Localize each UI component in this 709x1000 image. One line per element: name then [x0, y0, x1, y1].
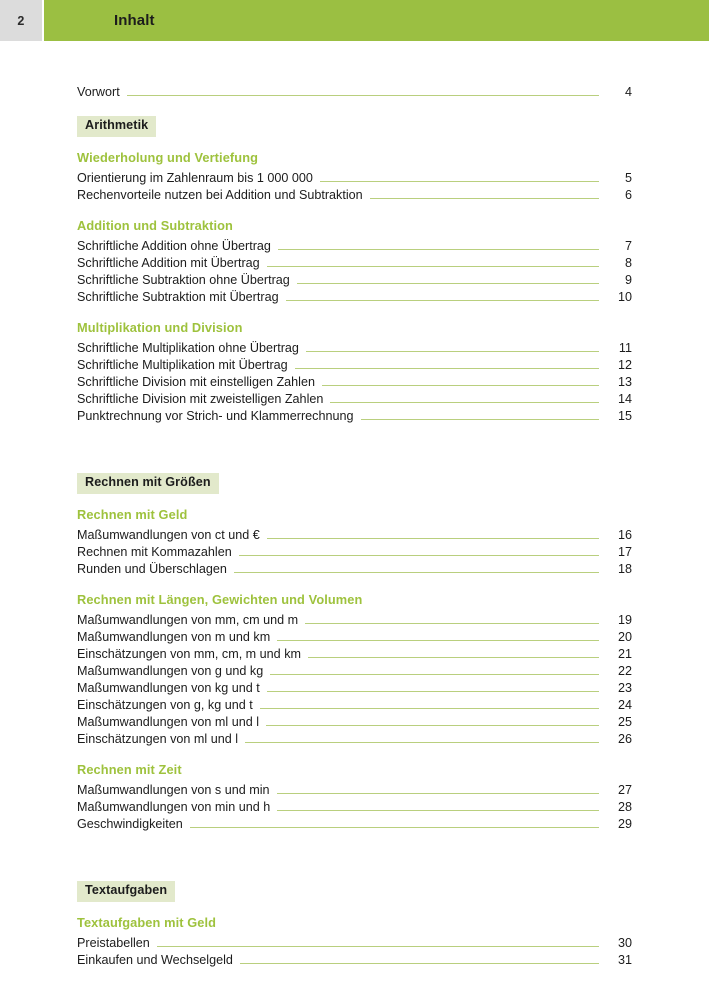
toc-entry-page: 18 — [617, 561, 632, 576]
toc-entry[interactable] — [77, 392, 632, 409]
toc-entry-title: Maßumwandlungen von m und km — [77, 630, 271, 644]
toc-leader-line — [320, 181, 599, 182]
toc-entry[interactable] — [77, 256, 632, 273]
toc-entry[interactable] — [77, 290, 632, 307]
section-chip-wrap — [77, 116, 632, 137]
toc-entry-page: 13 — [617, 375, 632, 390]
toc-leader-line — [370, 198, 599, 199]
folio-box — [0, 0, 42, 41]
toc-entry-title: Maßumwandlungen von s und min — [77, 783, 270, 798]
toc-leader-line — [277, 640, 599, 641]
toc-leader-line — [157, 946, 599, 947]
page-header — [0, 0, 709, 41]
toc-entry[interactable] — [77, 630, 632, 647]
toc-entry-title: Orientierung im Zahlenraum bis 1 000 000 — [77, 170, 313, 185]
toc-entry-page: 6 — [624, 187, 632, 202]
toc-entry-page: 16 — [617, 527, 632, 542]
toc-top-spacer — [77, 41, 632, 85]
toc-entry[interactable] — [77, 562, 632, 579]
toc-entry-title: Maßumwandlungen von min und h — [77, 800, 271, 815]
toc-entry-title: Einschätzungen von ml und l — [77, 732, 239, 746]
toc-leader-line — [267, 538, 599, 539]
toc-entry-page: 22 — [617, 664, 632, 678]
toc-entry-title: Einschätzungen von g, kg und t — [77, 698, 253, 712]
toc-entry-page: 4 — [624, 85, 632, 99]
toc-entry-title: Schriftliche Addition mit Übertrag — [77, 255, 260, 270]
toc-entry[interactable] — [77, 647, 632, 664]
toc-leader-line — [330, 402, 599, 403]
toc-entry-title: Schriftliche Subtraktion ohne Übertrag — [77, 272, 290, 287]
toc-entry-title: Runden und Überschlagen — [77, 561, 227, 576]
toc-leader-line — [361, 419, 599, 420]
toc-leader-line — [240, 963, 599, 964]
toc-entry-title: Rechenvorteile nutzen bei Addition und Subtraktion — [77, 187, 363, 202]
toc-leader-line — [260, 708, 599, 709]
toc-entry-title: Maßumwandlungen von g und kg — [77, 664, 264, 678]
toc-entry-title: Rechnen mit Kommazahlen — [77, 544, 232, 559]
toc-entry-page: 21 — [617, 647, 632, 661]
section-spacer — [77, 459, 632, 473]
toc-entry-title: Maßumwandlungen von ct und € — [77, 527, 260, 542]
toc-leader-line — [190, 827, 599, 828]
toc-entry-title: Schriftliche Multiplikation ohne Übertrag — [77, 341, 299, 356]
toc-entry[interactable] — [77, 800, 632, 817]
toc-leader-line — [266, 725, 599, 726]
toc-entry-title: Schriftliche Division mit einstelligen Zahlen — [77, 375, 315, 390]
toc-leader-line — [239, 555, 599, 556]
section-spacer — [77, 102, 632, 116]
toc-entry-title: Punktrechnung vor Strich- und Klammerrechnung — [77, 409, 354, 424]
section-break-spacer — [77, 426, 632, 459]
toc-entry[interactable] — [77, 409, 632, 426]
toc-leader-line — [267, 266, 599, 267]
toc-entry-page: 14 — [617, 392, 632, 407]
toc-entry[interactable] — [77, 239, 632, 256]
group-spacer — [77, 749, 632, 763]
toc-entry[interactable] — [77, 732, 632, 749]
toc-entry-page: 30 — [617, 935, 632, 950]
toc-entry[interactable] — [77, 171, 632, 188]
toc-leader-line — [286, 300, 599, 301]
toc-entry-page: 9 — [624, 272, 632, 287]
toc-leader-line — [278, 249, 599, 250]
toc-leader-line — [295, 368, 599, 369]
section-chip-wrap — [77, 881, 632, 902]
toc-entry[interactable] — [77, 273, 632, 290]
toc-entry-page: 5 — [624, 170, 632, 185]
group-spacer — [77, 307, 632, 321]
toc-entry-title: Schriftliche Multiplikation mit Übertrag — [77, 358, 288, 373]
group-spacer — [77, 902, 632, 916]
toc-entry-page: 24 — [617, 698, 632, 712]
folio-number: 2 — [17, 13, 25, 28]
toc-leader-line — [308, 657, 599, 658]
toc-entry-page: 26 — [617, 732, 632, 746]
toc-entry-page: 25 — [617, 715, 632, 729]
group-heading: Rechnen mit Längen, Gewichten und Volumen — [77, 591, 363, 607]
toc-entry-title: Maßumwandlungen von ml und l — [77, 715, 260, 729]
toc-entry-page: 29 — [617, 817, 632, 832]
toc-entry[interactable] — [77, 664, 632, 681]
toc-entry-page: 17 — [617, 544, 632, 559]
toc-entry-page: 20 — [617, 630, 632, 644]
toc-entry-page: 31 — [617, 952, 632, 967]
toc-entry-title: Geschwindigkeiten — [77, 817, 183, 832]
toc-leader-line — [267, 691, 599, 692]
group-spacer — [77, 494, 632, 508]
table-of-contents — [77, 41, 632, 970]
toc-entry-title: Maßumwandlungen von mm, cm und m — [77, 613, 299, 627]
page-title: Inhalt — [114, 12, 155, 29]
toc-entry[interactable] — [77, 85, 632, 102]
toc-leader-line — [270, 674, 599, 675]
toc-entry-page: 27 — [617, 783, 632, 798]
toc-entry-page: 8 — [624, 255, 632, 270]
section-chip: Arithmetik — [77, 116, 156, 137]
toc-entry[interactable] — [77, 715, 632, 732]
toc-leader-line — [305, 623, 599, 624]
toc-entry-title: Preistabellen — [77, 935, 150, 950]
group-spacer — [77, 579, 632, 593]
toc-entry-title: Einkaufen und Wechselgeld — [77, 952, 233, 967]
toc-entry-page: 15 — [617, 409, 632, 424]
group-heading: Textaufgaben mit Geld — [77, 914, 217, 930]
toc-entry[interactable] — [77, 545, 632, 562]
section-chip-wrap — [77, 473, 632, 494]
toc-leader-line — [297, 283, 599, 284]
toc-leader-line — [127, 95, 599, 96]
toc-entry-title: Vorwort — [77, 85, 120, 99]
toc-entry-page: 7 — [624, 238, 632, 253]
toc-entry[interactable] — [77, 698, 632, 715]
toc-leader-line — [277, 793, 599, 794]
toc-entry-page: 23 — [617, 681, 632, 695]
toc-entry-page: 11 — [618, 341, 632, 356]
toc-entry[interactable] — [77, 681, 632, 698]
toc-entry[interactable] — [77, 188, 632, 205]
toc-entry[interactable] — [77, 341, 632, 358]
toc-entry-page: 10 — [617, 289, 632, 304]
toc-leader-line — [234, 572, 599, 573]
toc-leader-line — [277, 810, 599, 811]
header-bar — [44, 0, 709, 41]
toc-entry[interactable] — [77, 358, 632, 375]
toc-entry-title: Einschätzungen von mm, cm, m und km — [77, 647, 301, 661]
group-heading: Wiederholung und Vertiefung — [77, 149, 259, 165]
toc-entry-title: Schriftliche Addition ohne Übertrag — [77, 238, 271, 253]
section-spacer — [77, 867, 632, 881]
toc-entry-title: Maßumwandlungen von kg und t — [77, 681, 260, 695]
toc-entry-page: 28 — [617, 800, 632, 815]
toc-entry-page: 12 — [617, 358, 632, 373]
toc-entry[interactable] — [77, 613, 632, 630]
toc-entry-title: Schriftliche Subtraktion mit Übertrag — [77, 289, 279, 304]
group-heading: Rechnen mit Geld — [77, 506, 188, 522]
group-spacer — [77, 137, 632, 151]
group-heading: Rechnen mit Zeit — [77, 762, 182, 777]
toc-entry[interactable] — [77, 817, 632, 834]
toc-entry[interactable] — [77, 375, 632, 392]
section-chip: Rechnen mit Größen — [77, 473, 219, 494]
section-break-spacer — [77, 834, 632, 867]
toc-entry-title: Schriftliche Division mit zweistelligen Zahlen — [77, 392, 324, 407]
toc-leader-line — [245, 742, 599, 743]
toc-entry[interactable] — [77, 953, 632, 970]
toc-leader-line — [306, 351, 599, 352]
toc-entry-page: 19 — [617, 613, 632, 627]
toc-leader-line — [322, 385, 599, 386]
toc-entry[interactable] — [77, 783, 632, 800]
toc-entry[interactable] — [77, 528, 632, 545]
group-heading: Multiplikation und Division — [77, 319, 243, 335]
group-heading: Addition und Subtraktion — [77, 217, 233, 233]
section-chip: Textaufgaben — [77, 881, 175, 902]
toc-entry[interactable] — [77, 936, 632, 953]
group-spacer — [77, 205, 632, 219]
